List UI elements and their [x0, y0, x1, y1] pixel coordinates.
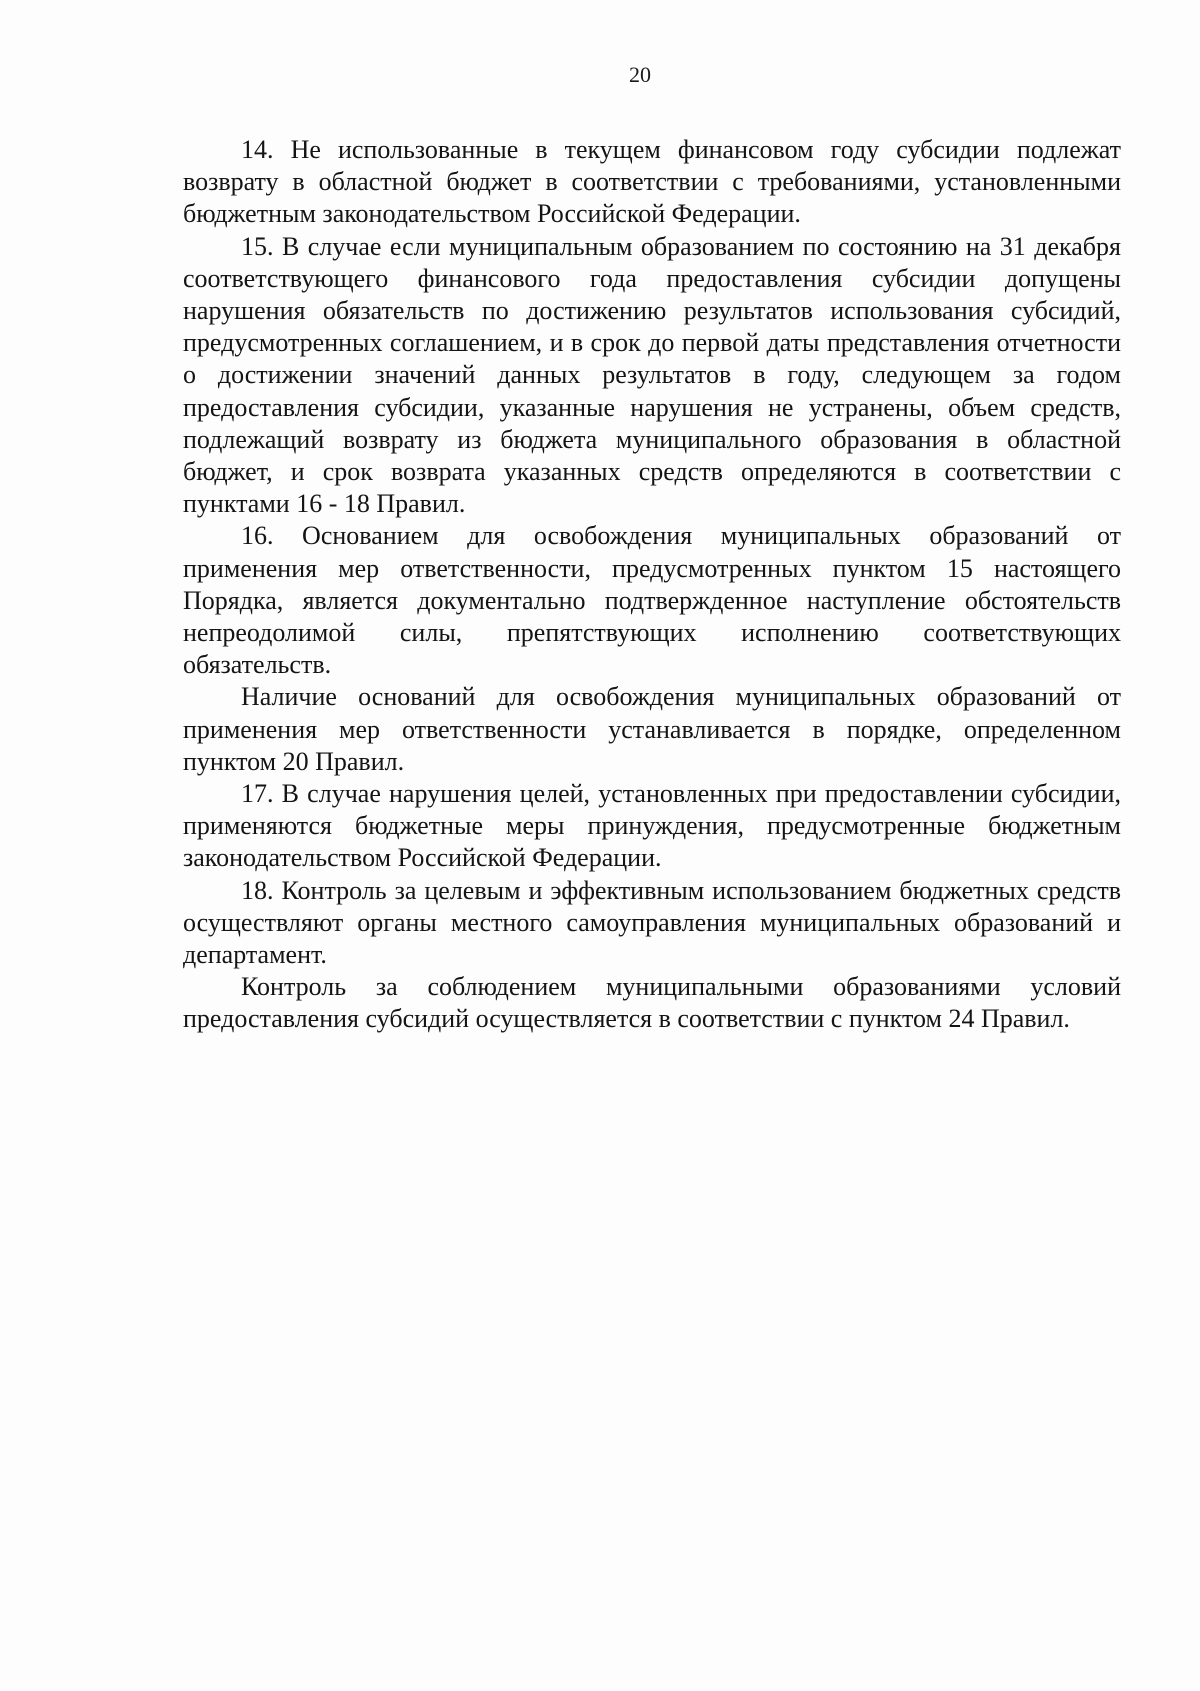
paragraph-18-continuation: Контроль за соблюдением муниципальными образованиями условий предоставления субсидий осуществляется в соответствии с пунктом 24 Правил.	[183, 972, 1121, 1034]
paragraph-14: 14. Не использованные в текущем финансовом году субсидии подлежат возврату в областной бюджет в соответствии с требованиями, установленными бюджетным законодательством Российской Федерации.	[183, 135, 1121, 229]
paragraph-16-continuation: Наличие оснований для освобождения муниципальных образований от применения мер ответственности устанавливается в порядке, определенном пунктом 20 Правил.	[183, 682, 1121, 776]
paragraph-18: 18. Контроль за целевым и эффективным использованием бюджетных средств осуществляют органы местного самоуправления муниципальных образований и департамент.	[183, 875, 1121, 970]
page-number: 20	[629, 62, 651, 87]
paragraph-17: 17. В случае нарушения целей, установленных при предоставлении субсидии, применяются бюджетные меры принуждения, предусмотренные бюджетным законодательством Российской Федерации.	[183, 779, 1121, 873]
paragraph-15: 15. В случае если муниципальным образованием по состоянию на 31 декабря соответствующего финансового года предоставления субсидии допущены нарушения обязательств по достижению результатов использования субсидий, предусмотренных соглашением, и в срок до первой даты представления отчетности о достижении значений данных результатов в году, следующем за годом предоставления субсидии, указанные нарушения не устранены, объем средств, подлежащий возврату из бюджета муниципального образования в областной бюджет, и срок возврата указанных средств определяются в соответствии с пунктами 16 - 18 Правил.	[183, 231, 1121, 519]
document-body	[183, 134, 1121, 1036]
paragraph-16: 16. Основанием для освобождения муниципальных образований от применения мер ответственности, предусмотренных пунктом 15 настоящего Порядка, является документально подтвержденное наступление обстоятельств непреодолимой силы, препятствующих исполнению соответствующих обязательств.	[183, 521, 1121, 680]
